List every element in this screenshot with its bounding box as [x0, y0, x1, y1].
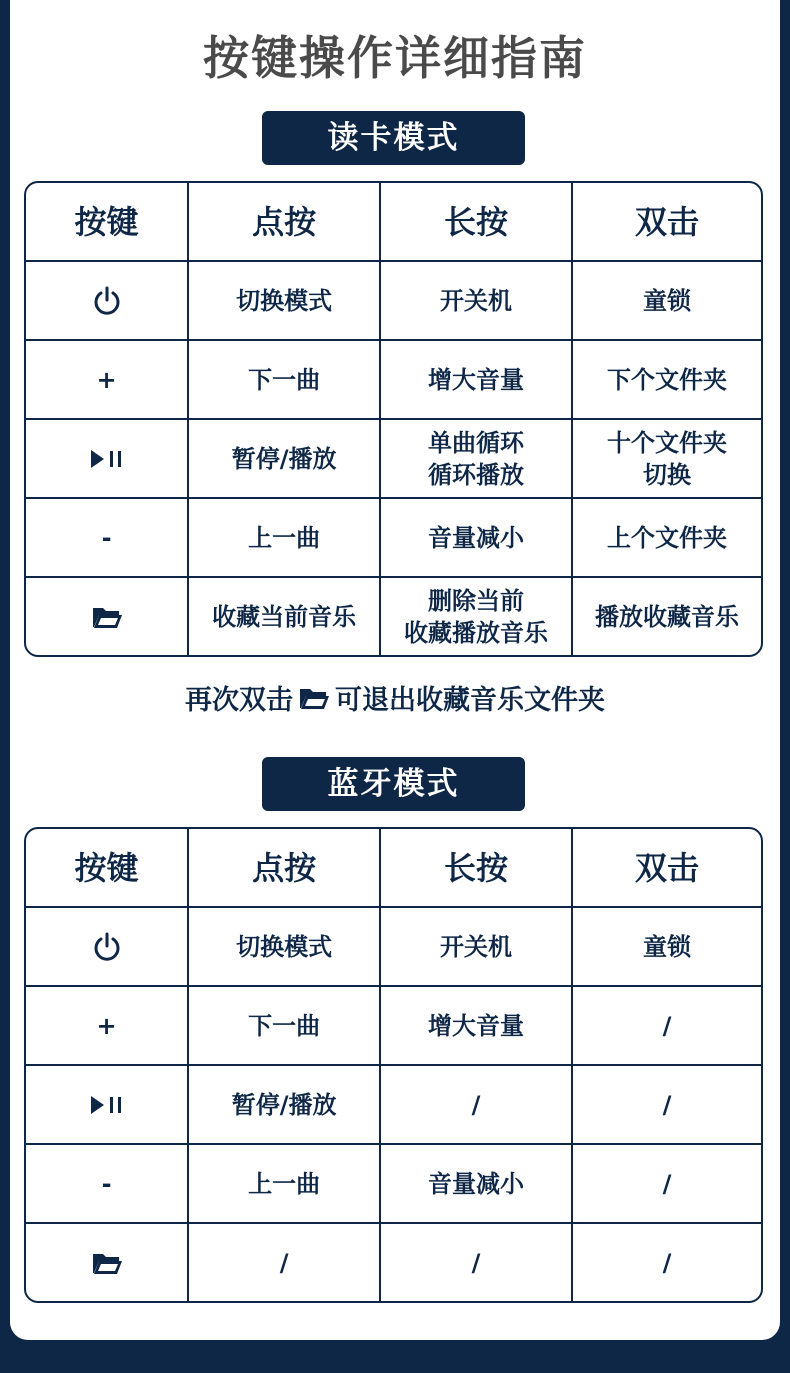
press-line: 暂停/播放 [231, 1090, 337, 1119]
long-cell [379, 262, 571, 339]
press-cell [187, 262, 379, 339]
long-line: 收藏播放音乐 [404, 618, 549, 647]
table-row [26, 339, 761, 418]
press-cell [187, 1066, 379, 1143]
power-icon [92, 285, 122, 317]
key-cell [26, 341, 187, 418]
key-cell [26, 1066, 187, 1143]
key-cell [26, 987, 187, 1064]
key-cell [26, 908, 187, 985]
page-title: 按键操作详细指南 [203, 31, 587, 85]
header-cell: 长按 [379, 829, 571, 906]
double-cell [571, 499, 761, 576]
key-cell [26, 578, 187, 655]
long-cell [379, 908, 571, 985]
table-row [26, 985, 761, 1064]
double-cell [571, 987, 761, 1064]
double-cell [571, 578, 761, 655]
folder-icon [90, 1250, 124, 1276]
play-pause-icon [89, 1094, 125, 1116]
press-cell [187, 420, 379, 497]
section-badge-bluetooth-mode: 蓝牙模式 [262, 757, 525, 811]
press-cell [187, 578, 379, 655]
header-cell: 点按 [187, 183, 379, 260]
table-row [26, 906, 761, 985]
double-line: 下个文件夹 [607, 365, 727, 394]
double-cell [571, 341, 761, 418]
long-line: 删除当前 [428, 586, 525, 615]
press-line: 下一曲 [248, 365, 321, 394]
key-label: - [101, 523, 112, 552]
double-cell [571, 262, 761, 339]
header-cell: 双击 [571, 829, 761, 906]
long-cell [379, 1145, 571, 1222]
long-line: 增大音量 [428, 1011, 525, 1040]
double-line: / [662, 1090, 672, 1119]
folder-icon [297, 685, 331, 711]
double-cell [571, 1224, 761, 1301]
table-row [26, 1143, 761, 1222]
play-pause-icon [89, 448, 125, 470]
table-header-row [26, 829, 761, 906]
double-cell [571, 1066, 761, 1143]
key-cell [26, 1145, 187, 1222]
long-line: / [471, 1248, 481, 1277]
press-line: 上一曲 [248, 1169, 321, 1198]
double-line: 切换 [643, 460, 691, 489]
table-row [26, 418, 761, 497]
press-line: 下一曲 [248, 1011, 321, 1040]
note-text-before: 再次双击 [185, 685, 293, 716]
press-line: / [279, 1248, 289, 1277]
double-cell [571, 420, 761, 497]
key-cell [26, 420, 187, 497]
folder-exit-note [0, 678, 790, 717]
power-icon [92, 931, 122, 963]
key-label: + [96, 365, 117, 394]
press-cell [187, 341, 379, 418]
folder-icon [90, 604, 124, 630]
table-row [26, 576, 761, 655]
header-cell: 长按 [379, 183, 571, 260]
press-line: 切换模式 [236, 286, 333, 315]
long-cell [379, 987, 571, 1064]
long-cell [379, 420, 571, 497]
double-line: 上个文件夹 [607, 523, 727, 552]
key-label: + [96, 1011, 117, 1040]
long-line: 开关机 [440, 932, 513, 961]
press-line: 上一曲 [248, 523, 321, 552]
long-line: 音量减小 [428, 523, 525, 552]
double-line: 播放收藏音乐 [595, 602, 739, 631]
long-line: / [471, 1090, 481, 1119]
press-line: 暂停/播放 [231, 444, 337, 473]
long-line: 开关机 [440, 286, 513, 315]
long-cell [379, 1224, 571, 1301]
double-line: / [662, 1248, 672, 1277]
long-line: 循环播放 [428, 460, 525, 489]
press-cell [187, 1145, 379, 1222]
table-row [26, 1222, 761, 1301]
press-cell [187, 1224, 379, 1301]
double-cell [571, 1145, 761, 1222]
key-cell [26, 1224, 187, 1301]
note-text-after: 可退出收藏音乐文件夹 [335, 685, 605, 716]
key-label: - [101, 1169, 112, 1198]
header-cell: 点按 [187, 829, 379, 906]
press-cell [187, 908, 379, 985]
long-cell [379, 341, 571, 418]
long-line: 音量减小 [428, 1169, 525, 1198]
table-row [26, 260, 761, 339]
double-cell [571, 908, 761, 985]
table-header-row [26, 183, 761, 260]
long-cell [379, 578, 571, 655]
long-line: 增大音量 [428, 365, 525, 394]
double-line: / [662, 1169, 672, 1198]
key-cell [26, 499, 187, 576]
header-cell: 按键 [74, 848, 139, 887]
press-cell [187, 987, 379, 1064]
double-line: 童锁 [643, 286, 691, 315]
double-line: / [662, 1011, 672, 1040]
header-cell: 按键 [74, 202, 139, 241]
press-line: 切换模式 [236, 932, 333, 961]
long-line: 单曲循环 [428, 428, 525, 457]
key-cell [26, 262, 187, 339]
card-mode-table [24, 181, 763, 657]
press-cell [187, 499, 379, 576]
double-line: 十个文件夹 [607, 428, 727, 457]
table-row [26, 1064, 761, 1143]
header-cell: 双击 [571, 183, 761, 260]
long-cell [379, 1066, 571, 1143]
section-badge-card-mode: 读卡模式 [262, 111, 525, 165]
long-cell [379, 499, 571, 576]
double-line: 童锁 [643, 932, 691, 961]
press-line: 收藏当前音乐 [212, 602, 357, 631]
table-row [26, 497, 761, 576]
bluetooth-mode-table [24, 827, 763, 1303]
